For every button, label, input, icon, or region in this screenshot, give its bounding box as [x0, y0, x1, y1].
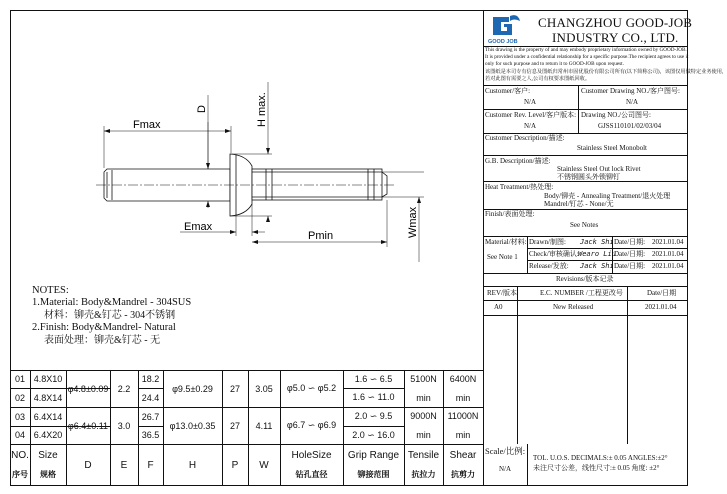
check-value: Wearo Liu [578, 250, 616, 258]
notice-en-2: It is provided under a confidential relationship for a specific purpose.The recipient agrees to use it [485, 54, 689, 60]
customer-drawing-value: N/A [626, 98, 639, 106]
drawing-no-label: Drawing NO./公司图号: [581, 111, 651, 119]
revisions-title: Revisions/版本记录 [556, 275, 614, 283]
row-grip-range: 2.0 ∽ 16.0 [352, 429, 395, 440]
group-hole-size: φ6.7 ∽ φ6.9 [286, 420, 337, 430]
release-date: 2021.01.04 [652, 262, 684, 270]
rev-date-header: Date/日期 [647, 289, 677, 297]
drawn-value: Jack Shi [580, 238, 614, 246]
row-grip-range: 2.0 ∽ 9.5 [354, 411, 393, 421]
ec-number-header: E.C. NUMBER /工程更改号 [540, 289, 623, 297]
dim-wmax-label: Wmax [407, 206, 419, 238]
group-p: 27 [229, 420, 240, 431]
notes-line-2: 材料：铆壳&钉芯 - 304不锈钢 [44, 310, 176, 321]
material-label: Material/材料: [485, 238, 527, 246]
group-shear-unit: min [455, 429, 471, 440]
dim-emax-label: Emax [184, 221, 213, 233]
row-size: 4.8X14 [33, 392, 63, 403]
group-tensile-unit: min [416, 429, 431, 440]
row-f: 18.2 [141, 374, 160, 384]
row-size: 6.4X20 [33, 430, 63, 440]
rivet-drawing [0, 0, 485, 280]
release-value: Jack Shi [580, 262, 614, 270]
group-shear: 6400N [449, 374, 477, 385]
header-cn-9: 铆接范围 [357, 470, 390, 479]
gb-desc-value-cn: 不锈钢圆头外锁铆钉 [557, 173, 620, 181]
header-0: NO. [11, 450, 29, 461]
dim-fmax-label: Fmax [133, 119, 161, 131]
header-6: P [231, 459, 239, 471]
notes-title: NOTES: [32, 285, 69, 296]
group-w: 3.05 [255, 383, 273, 394]
header-4: F [147, 459, 154, 471]
rivet-body [252, 169, 382, 200]
notice-cn-1: 该图纸是本司专有信息及图纸归常州市固优股份有限公司所有(以下简称公司)，该图仅用做特定业务使用， [485, 69, 727, 75]
company-name-line1: CHANGZHOU GOOD-JOB [538, 15, 693, 30]
group-tensile-unit: min [416, 392, 431, 403]
dim-pmin-label: Pmin [308, 230, 334, 242]
group-p: 27 [229, 383, 240, 394]
customer-drawing-label: Customer Drawing NO./客户图号: [581, 87, 680, 95]
rev-row-ec: New Released [553, 303, 594, 311]
finish-label: Finish/表面处理: [485, 210, 535, 218]
notice-cn-2: 若对此图有需要之人,公司有权要求图纸回收。 [485, 76, 591, 82]
heat-treatment-line2: Mandrel/钉芯 - None/无 [544, 200, 614, 208]
row-no: 03 [14, 411, 25, 422]
group-shear: 11000N [447, 411, 479, 422]
row-no: 02 [14, 392, 25, 403]
group-hole-size: φ5.0 ∽ φ5.2 [286, 383, 337, 393]
drawn-label: Drawn/制图: [529, 238, 566, 246]
notice-en-1: This drawing is the property of and may embody proprietary information owned by GOOD-JOB. [485, 47, 687, 53]
header-cn-0: 序号 [12, 470, 28, 479]
customer-label: Customer/客户: [485, 87, 531, 95]
customer-rev-label: Customer Rev. Level/客户版本: [485, 111, 577, 119]
heat-treatment-label: Heat Treatment/热处理: [485, 183, 554, 191]
header-9: Grip Range [347, 450, 400, 461]
customer-rev-value: N/A [524, 122, 537, 130]
header-10: Tensile [407, 450, 440, 461]
tolerance-cn: 未注尺寸公差，线性尺寸:± 0.05 角度: ±2° [533, 464, 660, 472]
group-h: φ13.0±0.35 [169, 420, 216, 431]
row-grip-range: 1.6 ∽ 11.0 [352, 392, 395, 402]
header-5: H [188, 459, 197, 471]
group-w: 4.11 [255, 420, 273, 431]
rev-header: REV/版本 [487, 289, 517, 297]
group-e: 3.0 [117, 420, 131, 431]
tolerance-en: TOL. U.O.S. DECIMALS:± 0.05 ANGLES:±2° [533, 454, 668, 462]
logo-text: GOOD JOB [488, 39, 518, 45]
drawing-no-value: GJSS110101/02/03/04 [598, 122, 662, 130]
group-shear-unit: min [455, 392, 471, 403]
company-name-line2: INDUSTRY CO., LTD. [552, 30, 679, 45]
group-h: φ9.5±0.29 [172, 383, 213, 394]
row-f: 24.4 [141, 392, 160, 403]
row-grip-range: 1.6 ∽ 6.5 [354, 373, 393, 384]
drawn-date: 2021.01.04 [652, 238, 684, 246]
drawn-date-label: Date/日期: [614, 238, 646, 246]
dim-hmax-label: H max. [256, 92, 268, 127]
group-d: φ4.8±0.09 [67, 383, 109, 394]
release-date-label: Date/日期: [614, 262, 646, 270]
scale-label: Scale/比例: [485, 446, 526, 456]
check-date-label: Date/日期: [614, 250, 646, 258]
notes-line-4: 表面处理：铆壳&钉芯 - 无 [44, 335, 161, 346]
group-tensile: 9000N [410, 411, 437, 422]
rev-row-rev: A0 [494, 303, 503, 311]
group-e: 2.2 [117, 383, 131, 394]
group-d: φ6.4±0.11 [67, 420, 109, 431]
header-3: E [120, 459, 128, 471]
row-no: 04 [14, 430, 25, 440]
gb-desc-value-en: Stainless Steel Out lock Rivet [557, 165, 641, 173]
header-cn-1: 规格 [40, 470, 56, 479]
notice-en-3: only for such purpose and to return it to GOOD-JOB upon request. [485, 61, 624, 67]
header-cn-8: 钻孔直径 [295, 470, 328, 479]
row-size: 4.8X10 [33, 374, 63, 384]
rev-row-date: 2021.01.04 [645, 303, 677, 311]
finish-value: See Notes [570, 221, 599, 229]
header-2: D [84, 459, 92, 471]
heat-treatment-line1: Body/铆壳 - Annealing Treatment/退火处理 [544, 192, 671, 200]
row-f: 26.7 [141, 411, 160, 422]
header-cn-10: 抗拉力 [411, 470, 436, 479]
dim-d-label: D [196, 105, 208, 113]
material-value: See Note 1 [487, 253, 518, 261]
header-11: Shear [449, 450, 477, 461]
customer-value: N/A [524, 98, 537, 106]
release-label: Release/发放: [529, 262, 569, 270]
notes-line-1: 1.Material: Body&Mandrel - 304SUS [32, 297, 192, 308]
header-1: Size [38, 450, 58, 461]
check-date: 2021.01.04 [652, 250, 684, 258]
customer-desc-value: Stainless Steel Monobolt [577, 144, 647, 152]
gb-desc-label: G.B. Description/描述: [485, 157, 551, 165]
header-cn-11: 抗剪力 [451, 470, 475, 479]
header-7: W [259, 459, 269, 471]
notes-line-3: 2.Finish: Body&Mandrel- Natural [32, 322, 176, 333]
company-logo [487, 13, 523, 45]
header-8: HoleSize [291, 450, 332, 461]
row-size: 6.4X14 [33, 411, 63, 422]
check-label: Check/审核确认: [529, 250, 579, 258]
row-f: 36.5 [141, 430, 160, 440]
row-no: 01 [14, 374, 25, 384]
scale-value: N/A [499, 465, 512, 473]
customer-desc-label: Customer Description/描述: [485, 134, 565, 142]
group-tensile: 5100N [410, 374, 437, 385]
